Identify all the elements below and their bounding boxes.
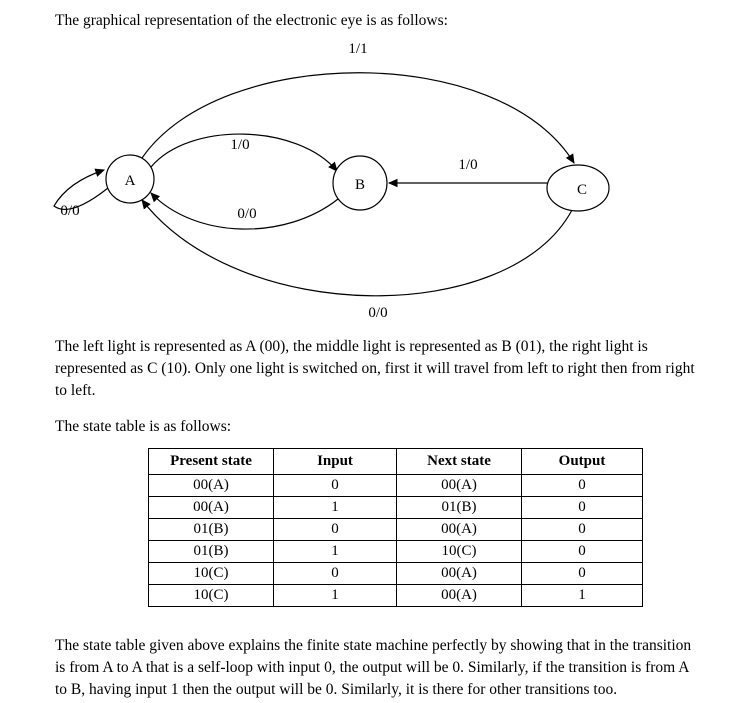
table-row	[149, 475, 643, 497]
description-text: The left light is represented as A (00), the middle light is represented as B (01), the right light is represented as C (10). Only one light is switched on, first it will travel from left to right then from right to left.	[55, 338, 695, 399]
cell-present-state: 00(A)	[149, 497, 274, 519]
table-row	[149, 563, 643, 585]
cell-present-state: 00(A)	[149, 475, 274, 497]
cell-output: 0	[522, 541, 643, 563]
state-table-body	[149, 475, 643, 607]
state-table-header	[149, 449, 643, 475]
cell-input: 0	[274, 475, 397, 497]
cell-next-state: 10(C)	[397, 541, 522, 563]
intro-text: The graphical representation of the electronic eye is as follows:	[55, 12, 448, 29]
state-diagram-container	[40, 36, 695, 336]
cell-present-state: 01(B)	[149, 541, 274, 563]
cell-output: 0	[522, 497, 643, 519]
state-label-b: B	[354, 177, 366, 193]
cell-next-state: 01(B)	[397, 497, 522, 519]
cell-output: 0	[522, 563, 643, 585]
cell-output: 0	[522, 519, 643, 541]
edge-a-c	[142, 73, 574, 163]
edge-label-a-b: 1/0	[230, 137, 250, 153]
cell-next-state: 00(A)	[397, 475, 522, 497]
cell-input: 1	[274, 585, 397, 607]
header-output: Output	[522, 449, 643, 475]
cell-output: 0	[522, 475, 643, 497]
edge-c-a	[142, 200, 572, 296]
header-next-state: Next state	[397, 449, 522, 475]
cell-present-state: 01(B)	[149, 519, 274, 541]
cell-input: 0	[274, 563, 397, 585]
state-diagram	[40, 36, 700, 336]
cell-output: 1	[522, 585, 643, 607]
table-intro-text: The state table is as follows:	[55, 418, 232, 435]
cell-present-state: 10(C)	[149, 563, 274, 585]
state-label-a: A	[124, 173, 136, 189]
cell-input: 0	[274, 519, 397, 541]
edge-label-a-c: 1/1	[348, 41, 368, 57]
table-row	[149, 541, 643, 563]
table-row	[149, 585, 643, 607]
header-present-state: Present state	[149, 449, 274, 475]
edge-label-c-b: 1/0	[458, 157, 478, 173]
cell-input: 1	[274, 497, 397, 519]
edge-label-c-a: 0/0	[368, 305, 388, 321]
conclusion-text: The state table given above explains the finite state machine perfectly by showing that in the transition is from A to A that is a self-loop with input 0, the output will be 0. Similarly, if the transition is from A to B, having input 1 then the output will be 0. Similarly, it is there for other transitions too.	[55, 637, 692, 698]
cell-next-state: 00(A)	[397, 519, 522, 541]
state-label-c: C	[576, 182, 588, 198]
header-input: Input	[274, 449, 397, 475]
cell-input: 1	[274, 541, 397, 563]
cell-present-state: 10(C)	[149, 585, 274, 607]
state-table	[148, 448, 643, 607]
table-header-row	[149, 449, 643, 475]
edge-label-a-a: 0/0	[60, 203, 80, 219]
edge-label-b-a: 0/0	[237, 206, 257, 222]
table-row	[149, 497, 643, 519]
cell-next-state: 00(A)	[397, 563, 522, 585]
table-row	[149, 519, 643, 541]
cell-next-state: 00(A)	[397, 585, 522, 607]
